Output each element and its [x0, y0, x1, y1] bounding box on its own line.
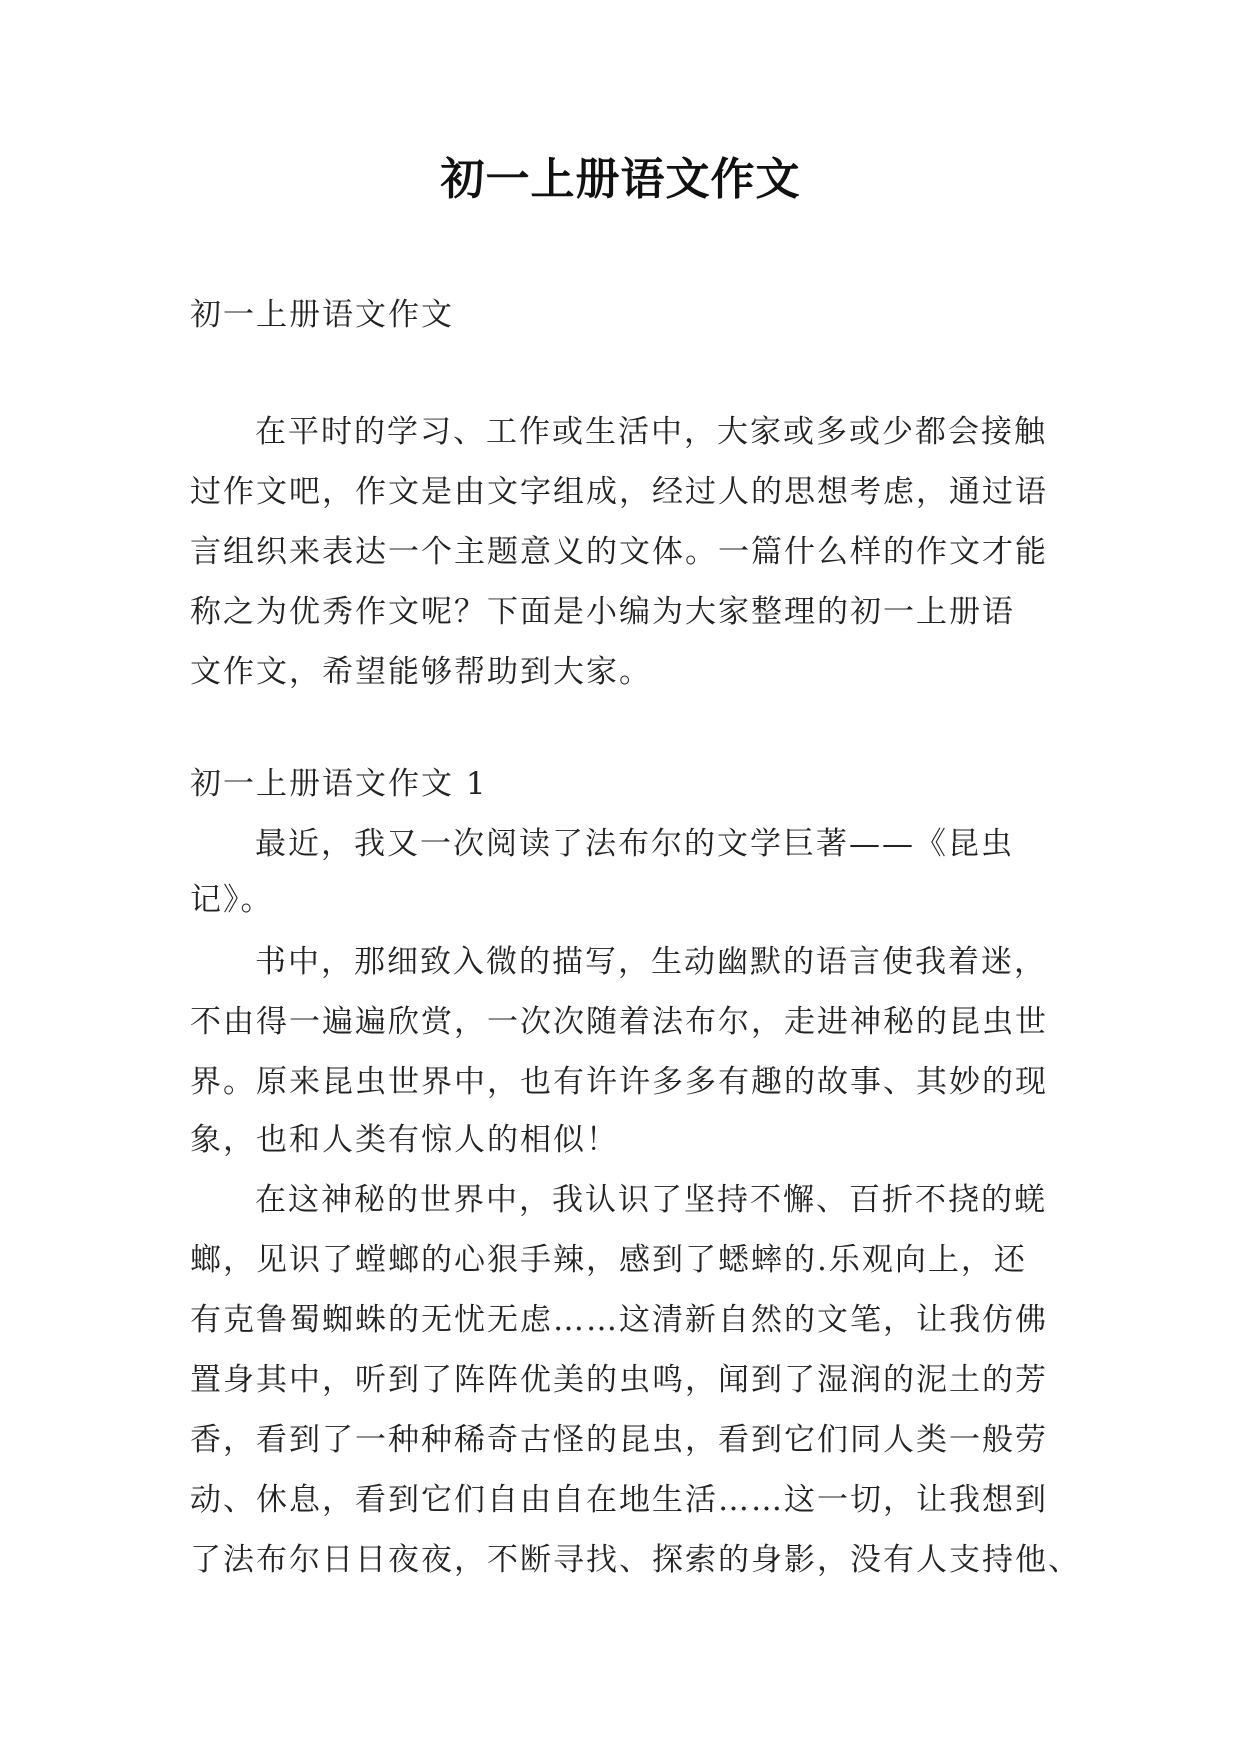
body-line: 不由得一遍遍欣赏，一次次随着法布尔，走进神秘的昆虫世 [190, 1004, 1048, 1040]
intro-line: 言组织来表达一个主题意义的文体。一篇什么样的作文才能 [190, 534, 1048, 570]
body-line: 置身其中，听到了阵阵优美的虫鸣，闻到了湿润的泥土的芳 [190, 1362, 1048, 1398]
body-line: 了法布尔日日夜夜，不断寻找、探索的身影，没有人支持他、 [190, 1542, 1081, 1578]
intro-line: 在平时的学习、工作或生活中，大家或多或少都会接触 [255, 414, 1047, 450]
document-subtitle: 初一上册语文作文 [190, 297, 454, 333]
body-line: 最近，我又一次阅读了法布尔的文学巨著——《昆虫 [255, 826, 1014, 862]
body-line: 记》。 [190, 882, 274, 918]
document-title: 初一上册语文作文 [440, 154, 801, 205]
body-line: 螂，见识了螳螂的心狠手辣，感到了蟋蟀的.乐观向上，还 [190, 1242, 1027, 1278]
intro-line: 文作文，希望能够帮助到大家。 [190, 654, 652, 690]
body-line: 在这神秘的世界中，我认识了坚持不懈、百折不挠的蜣 [255, 1182, 1047, 1218]
body-line: 有克鲁蜀蜘蛛的无忧无虑……这清新自然的文笔，让我仿佛 [190, 1302, 1048, 1338]
body-line: 动、休息，看到它们自由自在地生活……这一切，让我想到 [190, 1482, 1048, 1518]
section-heading: 初一上册语文作文 1 [190, 766, 488, 802]
body-line: 界。原来昆虫世界中，也有许许多多有趣的故事、其妙的现 [190, 1064, 1048, 1100]
body-line: 书中，那细致入微的描写，生动幽默的语言使我着迷， [255, 944, 1047, 980]
body-line: 象，也和人类有惊人的相似！ [190, 1122, 619, 1158]
body-line: 香，看到了一种种稀奇古怪的昆虫，看到它们同人类一般劳 [190, 1422, 1048, 1458]
intro-line: 称之为优秀作文呢？下面是小编为大家整理的初一上册语 [190, 594, 1015, 630]
intro-line: 过作文吧，作文是由文字组成，经过人的思想考虑，通过语 [190, 474, 1048, 510]
